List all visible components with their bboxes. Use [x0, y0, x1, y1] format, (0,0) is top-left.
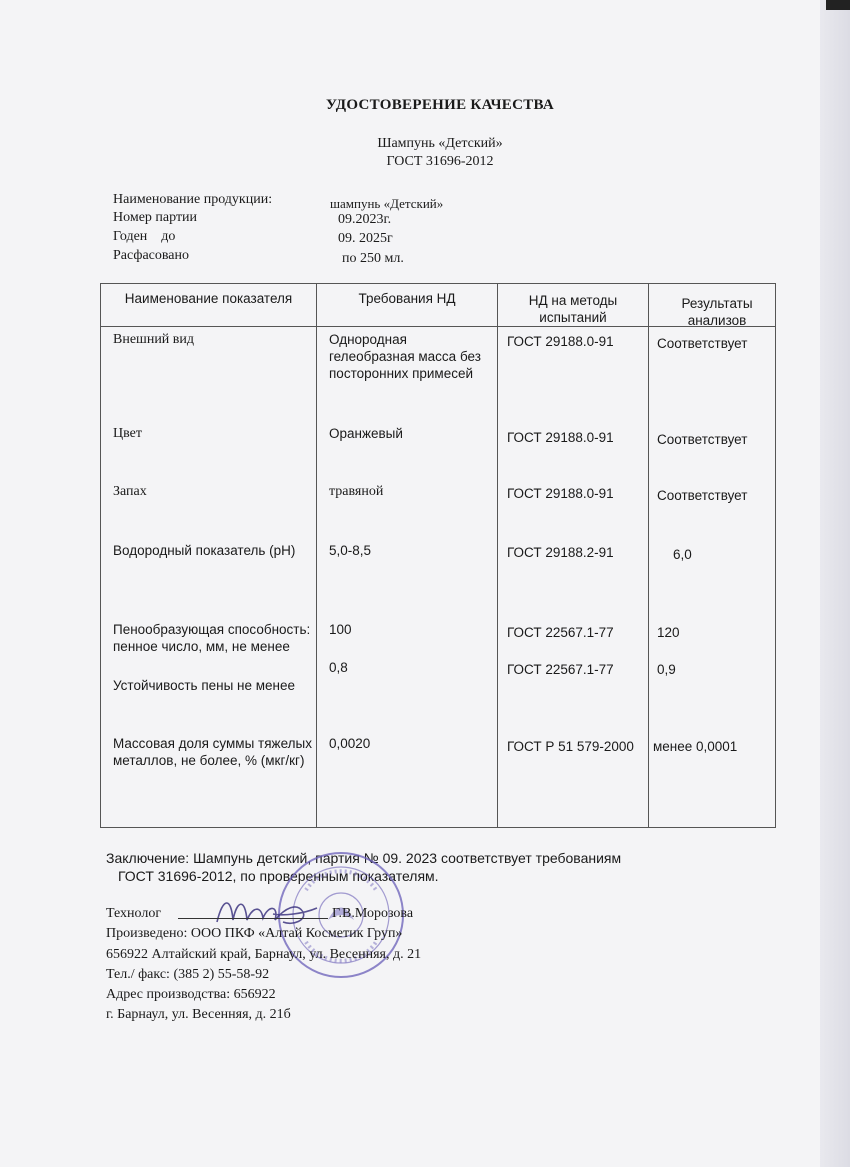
row-odor-result: Соответствует	[657, 488, 748, 503]
row-ph-method: ГОСТ 29188.2-91	[507, 545, 614, 560]
header-name: Наименование показателя	[124, 291, 293, 306]
header-requirements: Требования НД	[358, 291, 456, 306]
row-odor-name: Запах	[113, 484, 147, 499]
row-stability-name: Устойчивость пены не менее	[113, 678, 296, 693]
info-value-product: шампунь «Детский»	[330, 196, 444, 211]
product-line: Шампунь «Детский»	[377, 136, 503, 151]
signature-line	[178, 918, 328, 919]
row-color-req: Оранжевый	[329, 426, 403, 441]
city-line: г. Барнаул, ул. Весенняя, д. 21б	[106, 1007, 291, 1022]
row-ph-result: 6,0	[673, 547, 692, 562]
row-metals-method: ГОСТ Р 51 579-2000	[507, 739, 634, 754]
conclusion-line-2: ГОСТ 31696-2012, по проверенным показателям.	[118, 868, 439, 884]
row-appearance-req: Однородная гелеобразная масса без посторонних примесей	[329, 332, 481, 381]
info-label-expiry: Годен до	[113, 229, 176, 244]
row-stability-req: 0,8	[329, 660, 348, 675]
row-foam-result: 120	[657, 625, 680, 640]
conclusion-line-1: Заключение: Шампунь детский, партия № 09. 2023 соответствует требованиям	[106, 850, 622, 866]
row-color-result: Соответствует	[657, 432, 748, 447]
row-appearance-result: Соответствует	[657, 336, 748, 351]
table-divider	[497, 284, 498, 827]
info-value-batch: 09.2023г.	[338, 212, 392, 227]
info-value-packed: по 250 мл.	[342, 251, 404, 266]
row-foam-method: ГОСТ 22567.1-77	[507, 625, 614, 640]
row-odor-method: ГОСТ 29188.0-91	[507, 486, 614, 501]
scan-corner	[826, 0, 850, 10]
header-results: Результаты анализов	[681, 296, 753, 328]
row-color-method: ГОСТ 29188.0-91	[507, 430, 614, 445]
header-method: НД на методы испытаний	[528, 293, 618, 325]
row-appearance-method: ГОСТ 29188.0-91	[507, 334, 614, 349]
info-label-batch: Номер партии	[113, 210, 198, 225]
row-metals-result: менее 0,0001	[653, 739, 738, 754]
phone-line: Тел./ факс: (385 2) 55-58-92	[106, 967, 270, 982]
table-divider	[648, 284, 649, 827]
technologist-name: Г.В.Морозова	[332, 906, 414, 921]
row-appearance-name: Внешний вид	[113, 332, 195, 347]
row-metals-req: 0,0020	[329, 736, 371, 751]
technologist-label: Технолог	[106, 906, 162, 921]
row-odor-req: травяной	[329, 484, 384, 499]
production-address-line: Адрес производства: 656922	[106, 987, 276, 1002]
info-label-packed: Расфасовано	[113, 248, 190, 263]
table-divider	[316, 284, 317, 827]
row-ph-name: Водородный показатель (pH)	[113, 543, 296, 558]
info-label-product: Наименование продукции:	[113, 192, 273, 207]
quality-table	[100, 283, 776, 828]
row-metals-name: Массовая доля суммы тяжелых металлов, не более, % (мкг/кг)	[113, 736, 312, 768]
page-edge-shadow	[820, 0, 850, 1167]
row-foam-name: Пенообразующая способность: пенное число, мм, не менее	[113, 622, 311, 654]
info-value-expiry: 09. 2025г	[338, 231, 393, 246]
producer-line: Произведено: ООО ПКФ «Алтай Косметик Груп»	[106, 926, 403, 941]
document-title: УДОСТОВЕРЕНИЕ КАЧЕСТВА	[325, 97, 554, 113]
address-line: 656922 Алтайский край, Барнаул, ул. Весенняя, д. 21	[106, 947, 422, 962]
row-color-name: Цвет	[113, 426, 142, 441]
row-stability-result: 0,9	[657, 662, 676, 677]
standard-line: ГОСТ 31696-2012	[386, 154, 494, 169]
row-foam-req: 100	[329, 622, 352, 637]
row-ph-req: 5,0-8,5	[329, 543, 372, 558]
row-stability-method: ГОСТ 22567.1-77	[507, 662, 614, 677]
